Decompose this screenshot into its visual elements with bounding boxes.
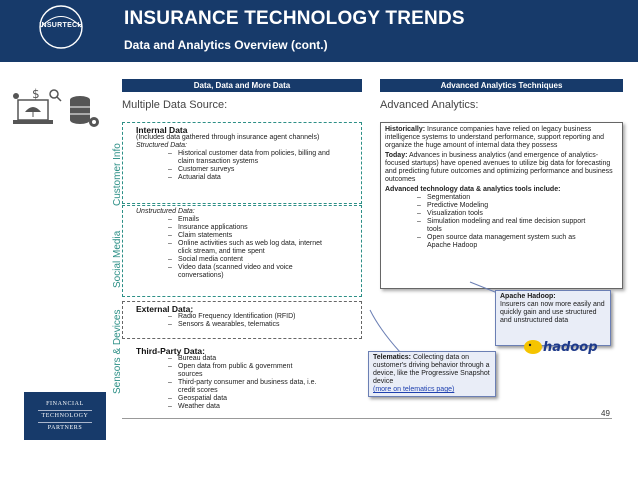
internal-data-content <box>136 126 358 182</box>
vertical-label-sensors: Sensors & Devices <box>112 309 123 394</box>
section-bar-data: Data, Data and More Data <box>122 79 362 92</box>
list-item: – Video data (scanned video and voice <box>166 264 358 272</box>
database-icon <box>70 96 90 124</box>
third-party-data-title: Third-Party Data: <box>136 346 205 356</box>
vertical-label-social-media: Social Media <box>112 230 123 288</box>
list-item: – Actuarial data <box>166 174 358 182</box>
dollar-icon <box>32 87 40 101</box>
ftp-line1: FINANCIAL <box>46 401 84 407</box>
today-paragraph <box>385 152 617 184</box>
list-item-cont: claim transaction systems <box>178 158 259 165</box>
telematics-callout <box>368 351 496 397</box>
internal-data-title: Internal Data <box>136 125 188 135</box>
telematics-callout-text: Collecting data on customer's driving behavior through a device, like the Progressive Snapshot device <box>373 354 490 385</box>
list-item-cont: Apache Hadoop <box>427 242 478 249</box>
list-item: – Historical customer data from policies, billing and <box>166 150 358 158</box>
list-item: – Simulation modeling and real time decision support <box>415 218 617 226</box>
list-item: – Open data from public & government <box>166 363 358 371</box>
column-heading-advanced-analytics: Advanced Analytics: <box>380 99 479 111</box>
telematics-callout-title: Telematics: <box>373 354 411 361</box>
column-heading-data-source: Multiple Data Source: <box>122 99 228 111</box>
list-item: – Emails <box>166 216 358 224</box>
unstructured-data-content <box>136 208 358 280</box>
list-item: – Insurance applications <box>166 224 358 232</box>
page-subtitle: Data and Analytics Overview (cont.) <box>124 38 328 52</box>
list-item: – Online activities such as web log data, internet <box>166 240 358 248</box>
list-item: – Predictive Modeling <box>415 202 617 210</box>
logo-text: INSURTECH <box>39 22 83 29</box>
advanced-analytics-content <box>385 126 617 250</box>
footer-divider <box>122 418 612 419</box>
internal-data-desc: (Includes data gathered through insurance agent channels) <box>136 134 320 141</box>
list-item-cont: conversations) <box>178 272 224 279</box>
list-item: – Claim statements <box>166 232 358 240</box>
unstructured-data-label: Unstructured Data: <box>136 208 195 215</box>
hadoop-logo-text: hadoop <box>543 340 598 355</box>
page-number: 49 <box>601 409 610 418</box>
external-data-title: External Data: <box>136 304 194 314</box>
list-item: – Segmentation <box>415 194 617 202</box>
list-item: – Geospatial data <box>166 395 358 403</box>
structured-data-label: Structured Data: <box>136 142 187 149</box>
list-item: – Visualization tools <box>415 210 617 218</box>
hadoop-callout-title: Apache Hadoop: <box>500 293 556 300</box>
list-item: – Social media content <box>166 256 358 264</box>
third-party-data-content <box>136 347 358 411</box>
list-item-cont: tools <box>427 226 442 233</box>
list-item: – Weather data <box>166 403 358 411</box>
telematics-page-link[interactable]: (more on telematics page) <box>373 386 455 393</box>
list-item: – Third-party consumer and business data, i.e. <box>166 379 358 387</box>
list-item: – Open source data management system such as <box>415 234 617 242</box>
historically-paragraph <box>385 126 617 150</box>
list-item: – Radio Frequency Identification (RFID) <box>166 313 358 321</box>
svg-text:$: $ <box>32 87 40 101</box>
list-item-cont: credit scores <box>178 387 218 394</box>
list-item: – Bureau data <box>166 355 358 363</box>
ftp-logo <box>24 392 106 440</box>
external-data-content <box>136 305 358 329</box>
hadoop-logo <box>523 336 603 356</box>
gear-icon <box>89 117 99 127</box>
header-banner <box>0 0 638 62</box>
page-title: INSURANCE TECHNOLOGY TRENDS <box>124 8 465 29</box>
callout-connectors <box>340 280 520 360</box>
settings-small-icon <box>13 93 19 99</box>
historically-label: Historically: <box>385 126 426 133</box>
list-item: – Sensors & wearables, telematics <box>166 321 358 329</box>
section-bar-analytics: Advanced Analytics Techniques <box>380 79 623 92</box>
list-item-cont: sources <box>178 371 203 378</box>
data-sources-icon-cluster <box>10 86 110 136</box>
ftp-line3: PARTNERS <box>47 425 83 431</box>
list-item-cont: click stream, and time spent <box>178 248 265 255</box>
historically-text: Insurance companies have relied on legacy business intelligence systems to understand performance, support reporting and organize the huge amount of internal data they possess <box>385 126 605 149</box>
tools-label: Advanced technology data & analytics tools include: <box>385 186 561 193</box>
search-icon <box>50 90 61 101</box>
ftp-line2: TECHNOLOGY <box>41 413 89 419</box>
list-item: – Customer surveys <box>166 166 358 174</box>
hadoop-callout-text: Insurers can now more easily and quickly gain and use structured and unstructured data <box>500 301 605 324</box>
today-label: Today: <box>385 152 408 159</box>
today-text: Advances in business analytics (and emergence of analytics-focused startups) have opened avenues to utilize big data for forecasting and predicting future outcomes and optimizing performance and business outcomes <box>385 152 613 183</box>
vertical-label-customer-info: Customer Info <box>112 143 123 206</box>
